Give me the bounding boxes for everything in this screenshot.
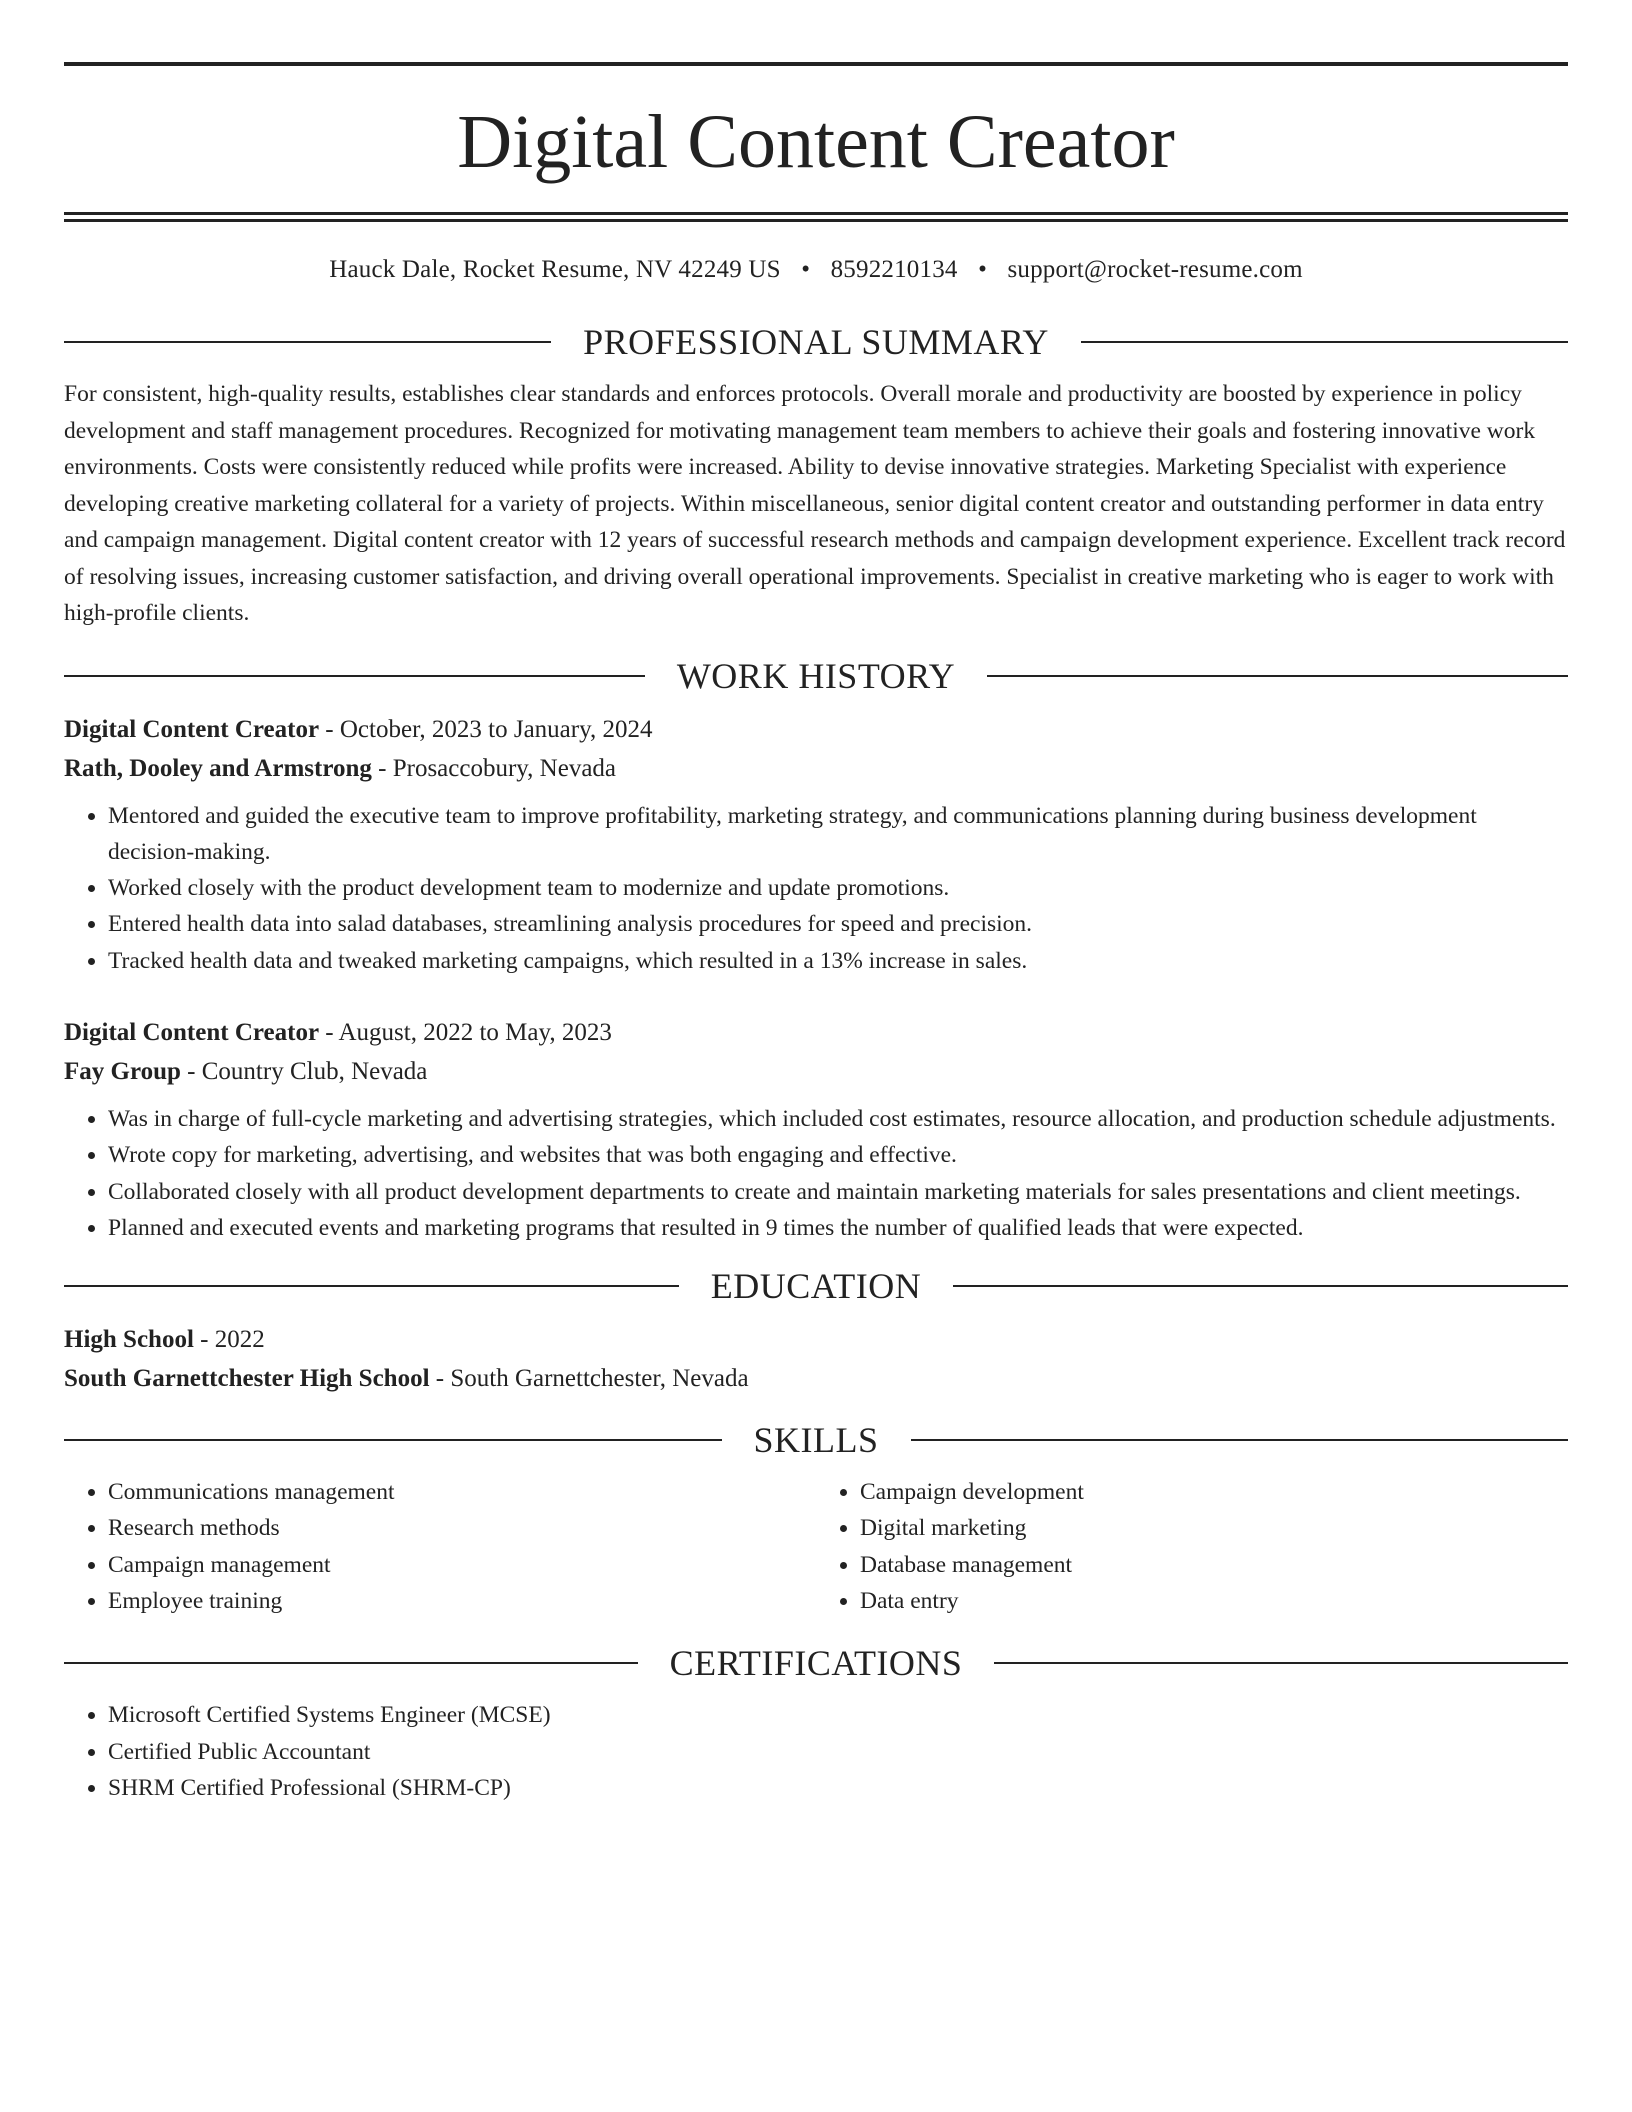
education-location: - South Garnettchester, Nevada [429, 1365, 749, 1393]
education-degree-line [64, 1320, 1568, 1359]
education-degree: High School [64, 1326, 194, 1354]
contact-separator: • [978, 256, 988, 283]
summary-heading-row [64, 324, 1568, 360]
contact-phone: 8592210134 [830, 256, 958, 283]
list-item: • Worked closely with the product development team to modernize and update promotions. [108, 870, 1568, 906]
divider-line [64, 1439, 722, 1441]
job-location: - Country Club, Nevada [180, 1057, 428, 1085]
job-company: Rath, Dooley and Armstrong [64, 754, 372, 782]
skills-heading: SKILLS [753, 1420, 879, 1461]
list-item: • SHRM Certified Professional (SHRM-CP) [108, 1770, 1568, 1806]
job-title-line [64, 710, 1568, 749]
education-entry [64, 1320, 1568, 1398]
divider-line [64, 675, 645, 677]
list-item: • Was in charge of full-cycle marketing and advertising strategies, which included cost estimates, resource allocation, and production schedule adjustments. [108, 1101, 1568, 1137]
skills-grid [64, 1474, 1568, 1619]
job-dates: - October, 2023 to January, 2024 [319, 715, 653, 743]
contact-separator: • [801, 256, 811, 283]
certifications-heading-row [64, 1643, 1568, 1684]
list-item: • Research methods [108, 1510, 816, 1546]
education-school-line [64, 1359, 1568, 1398]
job-bullets [64, 798, 1568, 979]
top-rule [64, 62, 1568, 66]
list-item: • Planned and executed events and marketing programs that resulted in 9 times the number of qualified leads that were expected. [108, 1210, 1568, 1246]
skills-list-right [816, 1474, 1568, 1619]
education-heading: EDUCATION [710, 1266, 922, 1307]
divider-line [953, 1285, 1568, 1287]
summary-heading: PROFESSIONAL SUMMARY [583, 322, 1049, 362]
contact-line [64, 256, 1568, 284]
job-company-line [64, 749, 1568, 788]
divider-line [1081, 341, 1568, 343]
list-item: • Certified Public Accountant [108, 1734, 1568, 1770]
skills-heading-row [64, 1420, 1568, 1461]
certifications-heading: CERTIFICATIONS [669, 1643, 963, 1684]
job-title-line [64, 1013, 1568, 1052]
list-item: • Digital marketing [860, 1510, 1568, 1546]
divider-line [64, 1662, 638, 1664]
list-item: • Microsoft Certified Systems Engineer (MCSE) [108, 1697, 1568, 1733]
job-title: Digital Content Creator [64, 1018, 320, 1046]
resume-title: Digital Content Creator [457, 100, 1175, 184]
list-item: • Campaign development [860, 1474, 1568, 1510]
job-title: Digital Content Creator [64, 715, 320, 743]
job-entry [64, 710, 1568, 979]
list-item: • Wrote copy for marketing, advertising, and websites that was both engaging and effective. [108, 1137, 1568, 1173]
education-heading-row [64, 1266, 1568, 1307]
double-rule [64, 212, 1568, 222]
work-heading: WORK HISTORY [676, 655, 956, 696]
list-item: • Database management [860, 1547, 1568, 1583]
contact-email: support@rocket-resume.com [1007, 256, 1303, 283]
list-item: • Collaborated closely with all product development departments to create and maintain marketing materials for sales presentations and client meetings. [108, 1174, 1568, 1210]
job-dates: - August, 2022 to May, 2023 [319, 1018, 612, 1046]
job-location: - Prosaccobury, Nevada [371, 754, 617, 782]
divider-line [911, 1439, 1569, 1441]
list-item: • Employee training [108, 1583, 816, 1619]
divider-line [987, 675, 1568, 677]
summary-text: For consistent, high-quality results, establishes clear standards and enforces protocols. Overall morale and productivity are boosted by experience in policy development and staff management procedures. Recognized for motivating management team members to achieve their goals and fostering innovative work environments. Costs were consistently reduced while profits were increased. Ability to devise innovative strategies. Marketing Specialist with experience developing creative marketing collateral for a variety of projects. Within miscellaneous, senior digital content creator and outstanding performer in data entry and campaign management. Digital content creator with 12 years of successful research methods and campaign development experience. Excellent track record of resolving issues, increasing customer satisfaction, and driving overall operational improvements. Specialist in creative marketing who is eager to work with high-profile clients. [64, 381, 1566, 626]
list-item: • Communications management [108, 1474, 816, 1510]
list-item: • Entered health data into salad databases, streamlining analysis procedures for speed and precision. [108, 906, 1568, 942]
list-item: • Data entry [860, 1583, 1568, 1619]
job-entry [64, 1013, 1568, 1246]
divider-line [64, 341, 551, 343]
education-year: - 2022 [193, 1326, 265, 1354]
list-item: • Mentored and guided the executive team to improve profitability, marketing strategy, and communications planning during business development decision-making. [108, 798, 1568, 871]
certifications-list [64, 1697, 1568, 1806]
list-item: • Campaign management [108, 1547, 816, 1583]
job-bullets [64, 1101, 1568, 1246]
divider-line [64, 1285, 679, 1287]
contact-address: Hauck Dale, Rocket Resume, NV 42249 US [329, 256, 781, 283]
divider-line [994, 1662, 1568, 1664]
education-school: South Garnettchester High School [64, 1365, 430, 1393]
job-company-line [64, 1052, 1568, 1091]
work-heading-row [64, 655, 1568, 696]
list-item: • Tracked health data and tweaked marketing campaigns, which resulted in a 13% increase in sales. [108, 943, 1568, 979]
job-company: Fay Group [64, 1057, 181, 1085]
skills-list-left [64, 1474, 816, 1619]
